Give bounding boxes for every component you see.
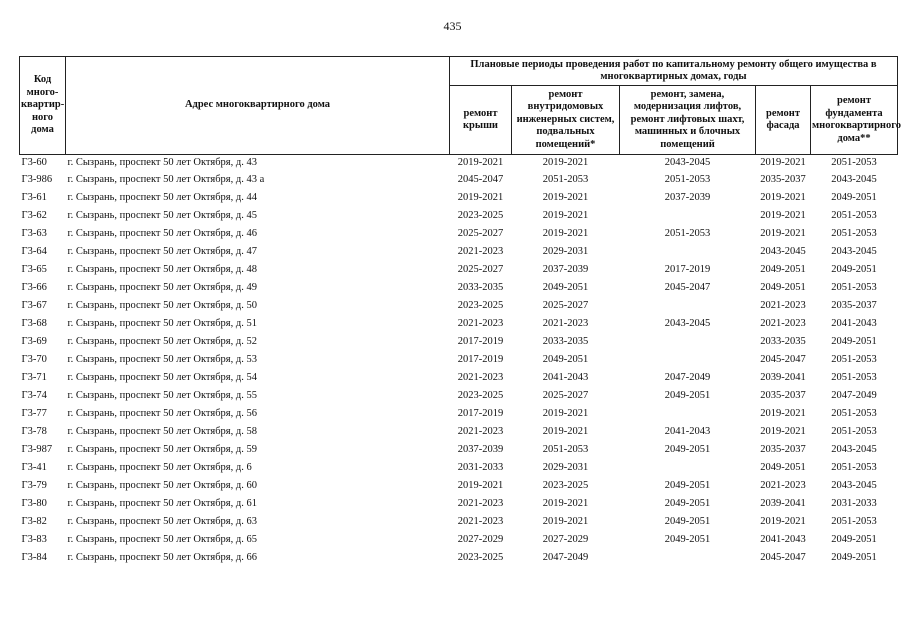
cell-elevators bbox=[620, 459, 756, 477]
table-row bbox=[20, 351, 898, 369]
cell-address: г. Сызрань, проспект 50 лет Октября, д. 6 bbox=[67, 462, 252, 473]
header-facade: ремонт фасада bbox=[756, 86, 811, 155]
header-code: Код много-квартир-ного дома bbox=[20, 57, 66, 155]
cell-elevators: 2051-2053 bbox=[664, 174, 711, 185]
cell-foundation: 2047-2049 bbox=[831, 390, 877, 401]
header-roof: ремонт крыши bbox=[450, 86, 512, 155]
cell-elevators bbox=[620, 333, 756, 351]
table-row bbox=[20, 459, 898, 477]
cell-internal-systems: 2027-2029 bbox=[542, 534, 589, 545]
cell-internal-systems: 2047-2049 bbox=[542, 552, 589, 563]
cell-facade: 2019-2021 bbox=[760, 408, 806, 419]
repair-schedule-table bbox=[19, 56, 901, 567]
cell-code: Г3-71 bbox=[21, 372, 47, 383]
cell-facade: 2049-2051 bbox=[760, 264, 806, 275]
cell-roof: 2023-2025 bbox=[457, 552, 504, 563]
cell-code: Г3-78 bbox=[21, 426, 47, 437]
cell-elevators: 2045-2047 bbox=[664, 282, 711, 293]
cell-code: Г3-66 bbox=[21, 282, 47, 293]
table-row bbox=[20, 441, 898, 459]
cell-code: Г3-79 bbox=[21, 480, 47, 491]
table-row bbox=[20, 531, 898, 549]
cell-facade: 2041-2043 bbox=[760, 534, 806, 545]
table-row bbox=[20, 495, 898, 513]
cell-foundation: 2043-2045 bbox=[831, 174, 877, 185]
cell-internal-systems: 2029-2031 bbox=[542, 246, 589, 257]
cell-elevators: 2049-2051 bbox=[664, 444, 711, 455]
cell-elevators: 2049-2051 bbox=[664, 516, 711, 527]
cell-roof: 2021-2023 bbox=[457, 498, 504, 509]
cell-roof: 2021-2023 bbox=[457, 246, 504, 257]
table-header bbox=[20, 57, 901, 155]
cell-roof: 2019-2021 bbox=[457, 157, 504, 168]
cell-code: Г3-77 bbox=[21, 408, 47, 419]
cell-code: Г3-61 bbox=[21, 192, 47, 203]
cell-internal-systems: 2021-2023 bbox=[542, 318, 589, 329]
cell-foundation: 2051-2053 bbox=[831, 210, 877, 221]
cell-address: г. Сызрань, проспект 50 лет Октября, д. 52 bbox=[67, 336, 257, 347]
cell-elevators: 2017-2019 bbox=[664, 264, 711, 275]
cell-roof: 2021-2023 bbox=[457, 318, 504, 329]
cell-code: Г3-63 bbox=[21, 228, 47, 239]
cell-internal-systems: 2019-2021 bbox=[542, 228, 589, 239]
cell-code: Г3-64 bbox=[21, 246, 47, 257]
cell-elevators bbox=[620, 405, 756, 423]
cell-facade: 2019-2021 bbox=[760, 228, 806, 239]
cell-address: г. Сызрань, проспект 50 лет Октября, д. 59 bbox=[67, 444, 257, 455]
cell-internal-systems: 2019-2021 bbox=[542, 516, 589, 527]
cell-internal-systems: 2041-2043 bbox=[542, 372, 589, 383]
cell-internal-systems: 2049-2051 bbox=[542, 354, 589, 365]
cell-facade: 2019-2021 bbox=[760, 210, 806, 221]
cell-facade: 2021-2023 bbox=[760, 318, 806, 329]
cell-foundation: 2031-2033 bbox=[831, 498, 877, 509]
cell-internal-systems: 2049-2051 bbox=[542, 282, 589, 293]
cell-address: г. Сызрань, проспект 50 лет Октября, д. 48 bbox=[67, 264, 257, 275]
cell-code: Г3-67 bbox=[21, 300, 47, 311]
cell-address: г. Сызрань, проспект 50 лет Октября, д. 49 bbox=[67, 282, 257, 293]
cell-foundation: 2041-2043 bbox=[831, 318, 877, 329]
cell-roof: 2023-2025 bbox=[457, 210, 504, 221]
cell-roof: 2023-2025 bbox=[457, 300, 504, 311]
cell-internal-systems: 2025-2027 bbox=[542, 390, 589, 401]
cell-code: Г3-68 bbox=[21, 318, 47, 329]
cell-internal-systems: 2019-2021 bbox=[542, 192, 589, 203]
table-row bbox=[20, 387, 898, 405]
cell-elevators: 2041-2043 bbox=[664, 426, 711, 437]
table-row bbox=[20, 189, 898, 207]
table-row bbox=[20, 279, 898, 297]
cell-address: г. Сызрань, проспект 50 лет Октября, д. 65 bbox=[67, 534, 257, 545]
cell-internal-systems: 2037-2039 bbox=[542, 264, 589, 275]
cell-address: г. Сызрань, проспект 50 лет Октября, д. 66 bbox=[67, 552, 257, 563]
cell-facade: 2021-2023 bbox=[760, 300, 806, 311]
cell-roof: 2031-2033 bbox=[457, 462, 504, 473]
cell-facade: 2035-2037 bbox=[760, 174, 806, 185]
cell-facade: 2021-2023 bbox=[760, 480, 806, 491]
table-row bbox=[20, 513, 898, 531]
cell-facade: 2019-2021 bbox=[760, 426, 806, 437]
cell-facade: 2019-2021 bbox=[760, 192, 806, 203]
cell-facade: 2033-2035 bbox=[760, 336, 806, 347]
cell-foundation: 2049-2051 bbox=[831, 336, 877, 347]
cell-elevators: 2047-2049 bbox=[664, 372, 711, 383]
table-row bbox=[20, 549, 898, 567]
cell-code: Г3-80 bbox=[21, 498, 47, 509]
cell-code: Г3-70 bbox=[21, 354, 47, 365]
table-body bbox=[20, 155, 898, 568]
cell-elevators: 2049-2051 bbox=[664, 390, 711, 401]
cell-code: Г3-987 bbox=[21, 444, 53, 455]
cell-address: г. Сызрань, проспект 50 лет Октября, д. 53 bbox=[67, 354, 257, 365]
cell-facade: 2045-2047 bbox=[760, 552, 806, 563]
cell-internal-systems: 2019-2021 bbox=[542, 426, 589, 437]
cell-facade: 2039-2041 bbox=[760, 372, 806, 383]
cell-roof: 2027-2029 bbox=[457, 534, 504, 545]
table-row bbox=[20, 405, 898, 423]
header-internal-systems: ремонт внутридомовых инженерных систем, подвальных помещений* bbox=[512, 86, 620, 155]
cell-roof: 2025-2027 bbox=[457, 228, 504, 239]
cell-address: г. Сызрань, проспект 50 лет Октября, д. 43 а bbox=[67, 174, 265, 185]
cell-foundation: 2051-2053 bbox=[831, 426, 877, 437]
cell-code: Г3-986 bbox=[21, 174, 53, 185]
cell-foundation: 2051-2053 bbox=[831, 408, 877, 419]
table-row bbox=[20, 369, 898, 387]
cell-facade: 2043-2045 bbox=[760, 246, 806, 257]
cell-facade: 2035-2037 bbox=[760, 390, 806, 401]
header-address: Адрес многоквартирного дома bbox=[66, 57, 450, 155]
cell-foundation: 2043-2045 bbox=[831, 480, 877, 491]
cell-code: Г3-60 bbox=[21, 157, 47, 168]
cell-address: г. Сызрань, проспект 50 лет Октября, д. 58 bbox=[67, 426, 257, 437]
cell-address: г. Сызрань, проспект 50 лет Октября, д. 47 bbox=[67, 246, 257, 257]
cell-roof: 2033-2035 bbox=[457, 282, 504, 293]
cell-internal-systems: 2019-2021 bbox=[542, 157, 589, 168]
cell-code: Г3-62 bbox=[21, 210, 47, 221]
cell-roof: 2037-2039 bbox=[457, 444, 504, 455]
table-row bbox=[20, 297, 898, 315]
cell-code: Г3-69 bbox=[21, 336, 47, 347]
cell-roof: 2017-2019 bbox=[457, 408, 504, 419]
cell-roof: 2021-2023 bbox=[457, 516, 504, 527]
table-row bbox=[20, 171, 898, 189]
cell-facade: 2045-2047 bbox=[760, 354, 806, 365]
cell-facade: 2035-2037 bbox=[760, 444, 806, 455]
cell-foundation: 2051-2053 bbox=[831, 354, 877, 365]
cell-address: г. Сызрань, проспект 50 лет Октября, д. 60 bbox=[67, 480, 257, 491]
table-row bbox=[20, 207, 898, 225]
page-number: 435 bbox=[443, 19, 462, 33]
cell-elevators: 2049-2051 bbox=[664, 498, 711, 509]
cell-code: Г3-74 bbox=[21, 390, 47, 401]
cell-roof: 2025-2027 bbox=[457, 264, 504, 275]
cell-internal-systems: 2019-2021 bbox=[542, 210, 589, 221]
cell-foundation: 2035-2037 bbox=[831, 300, 877, 311]
cell-internal-systems: 2023-2025 bbox=[542, 480, 589, 491]
cell-roof: 2017-2019 bbox=[457, 336, 504, 347]
cell-foundation: 2051-2053 bbox=[831, 228, 877, 239]
cell-foundation: 2049-2051 bbox=[831, 534, 877, 545]
cell-foundation: 2051-2053 bbox=[831, 157, 877, 168]
cell-internal-systems: 2033-2035 bbox=[542, 336, 589, 347]
cell-address: г. Сызрань, проспект 50 лет Октября, д. 56 bbox=[67, 408, 257, 419]
cell-elevators bbox=[620, 243, 756, 261]
cell-elevators bbox=[620, 207, 756, 225]
cell-internal-systems: 2051-2053 bbox=[542, 444, 589, 455]
cell-address: г. Сызрань, проспект 50 лет Октября, д. 46 bbox=[67, 228, 257, 239]
cell-address: г. Сызрань, проспект 50 лет Октября, д. 50 bbox=[67, 300, 257, 311]
cell-roof: 2045-2047 bbox=[457, 174, 504, 185]
header-foundation: ремонт фундамента многоквартирного дома** bbox=[811, 86, 898, 155]
cell-address: г. Сызрань, проспект 50 лет Октября, д. 55 bbox=[67, 390, 257, 401]
cell-address: г. Сызрань, проспект 50 лет Октября, д. 43 bbox=[67, 157, 257, 168]
cell-foundation: 2049-2051 bbox=[831, 552, 877, 563]
table-row bbox=[20, 261, 898, 279]
header-planned-periods: Плановые периоды проведения работ по капитальному ремонту общего имущества в многоквартирных домах, годы bbox=[450, 57, 898, 86]
cell-address: г. Сызрань, проспект 50 лет Октября, д. 61 bbox=[67, 498, 257, 509]
cell-foundation: 2043-2045 bbox=[831, 246, 877, 257]
cell-elevators: 2037-2039 bbox=[664, 192, 711, 203]
table-row bbox=[20, 423, 898, 441]
cell-address: г. Сызрань, проспект 50 лет Октября, д. 51 bbox=[67, 318, 257, 329]
table-row bbox=[20, 225, 898, 243]
cell-foundation: 2051-2053 bbox=[831, 372, 877, 383]
cell-address: г. Сызрань, проспект 50 лет Октября, д. 44 bbox=[67, 192, 257, 203]
table-row bbox=[20, 477, 898, 495]
cell-elevators bbox=[620, 351, 756, 369]
table-row bbox=[20, 333, 898, 351]
cell-code: Г3-83 bbox=[21, 534, 47, 545]
cell-foundation: 2049-2051 bbox=[831, 264, 877, 275]
cell-roof: 2017-2019 bbox=[457, 354, 504, 365]
cell-facade: 2019-2021 bbox=[760, 516, 806, 527]
cell-internal-systems: 2019-2021 bbox=[542, 498, 589, 509]
cell-internal-systems: 2029-2031 bbox=[542, 462, 589, 473]
cell-roof: 2021-2023 bbox=[457, 372, 504, 383]
cell-address: г. Сызрань, проспект 50 лет Октября, д. 63 bbox=[67, 516, 257, 527]
cell-foundation: 2049-2051 bbox=[831, 192, 877, 203]
cell-facade: 2049-2051 bbox=[760, 462, 806, 473]
table-row bbox=[20, 243, 898, 261]
cell-internal-systems: 2051-2053 bbox=[542, 174, 589, 185]
cell-roof: 2021-2023 bbox=[457, 426, 504, 437]
table-row bbox=[20, 315, 898, 333]
cell-elevators: 2051-2053 bbox=[664, 228, 711, 239]
cell-address: г. Сызрань, проспект 50 лет Октября, д. 45 bbox=[67, 210, 257, 221]
cell-foundation: 2051-2053 bbox=[831, 516, 877, 527]
cell-foundation: 2043-2045 bbox=[831, 444, 877, 455]
cell-code: Г3-82 bbox=[21, 516, 47, 527]
cell-elevators bbox=[620, 297, 756, 315]
cell-roof: 2019-2021 bbox=[457, 192, 504, 203]
cell-roof: 2019-2021 bbox=[457, 480, 504, 491]
cell-internal-systems: 2019-2021 bbox=[542, 408, 589, 419]
cell-facade: 2039-2041 bbox=[760, 498, 806, 509]
cell-code: Г3-84 bbox=[21, 552, 47, 563]
cell-internal-systems: 2025-2027 bbox=[542, 300, 589, 311]
cell-elevators: 2043-2045 bbox=[664, 157, 711, 168]
cell-foundation: 2051-2053 bbox=[831, 282, 877, 293]
cell-code: Г3-65 bbox=[21, 264, 47, 275]
cell-elevators bbox=[620, 549, 756, 567]
cell-foundation: 2051-2053 bbox=[831, 462, 877, 473]
table-row bbox=[20, 155, 898, 172]
cell-facade: 2019-2021 bbox=[760, 157, 806, 168]
cell-code: Г3-41 bbox=[21, 462, 47, 473]
cell-elevators: 2049-2051 bbox=[664, 480, 711, 491]
cell-roof: 2023-2025 bbox=[457, 390, 504, 401]
cell-elevators: 2043-2045 bbox=[664, 318, 711, 329]
cell-address: г. Сызрань, проспект 50 лет Октября, д. 54 bbox=[67, 372, 257, 383]
cell-elevators: 2049-2051 bbox=[664, 534, 711, 545]
cell-facade: 2049-2051 bbox=[760, 282, 806, 293]
header-elevators: ремонт, замена, модернизация лифтов, ремонт лифтовых шахт, машинных и блочных помещений bbox=[620, 86, 756, 155]
